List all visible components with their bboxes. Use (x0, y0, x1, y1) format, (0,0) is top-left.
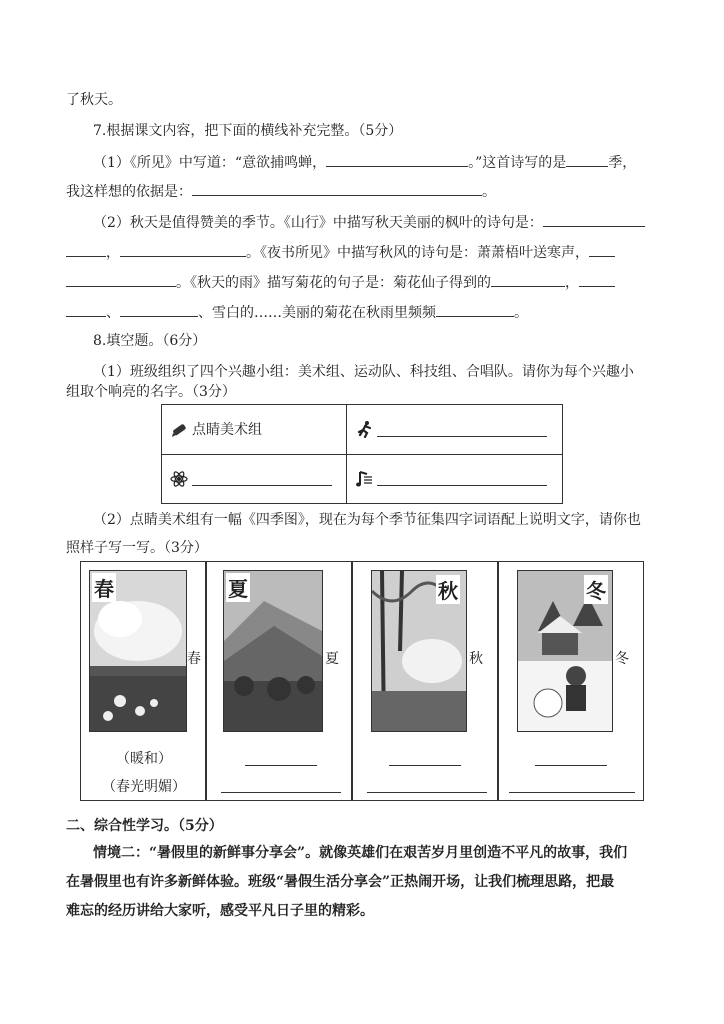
question-7: 7.根据课文内容，把下面的横线补充完整。（5分） (93, 123, 403, 139)
answer-blank[interactable] (566, 152, 608, 167)
group-cell-sports (346, 405, 562, 455)
autumn-picture (371, 570, 467, 732)
answer-blank[interactable] (245, 765, 317, 766)
example-caption-2: （春光明媚） (102, 779, 186, 795)
season-char: 秋 (436, 575, 460, 604)
art-group-name: 点睛美术组 (192, 422, 262, 439)
example-caption-1: （暖和） (116, 751, 172, 767)
answer-blank[interactable] (543, 212, 645, 227)
answer-blank[interactable] (120, 302, 198, 317)
answer-blank[interactable] (436, 302, 514, 317)
answer-blank[interactable] (66, 242, 106, 257)
spring-picture (89, 570, 187, 732)
q7-part2-line2: ， 。《夜书所见》中描写秋风的诗句是：萧萧梧叶送寒声， (66, 242, 615, 263)
answer-blank[interactable] (579, 272, 615, 287)
scenario-line-2: 在暑假里也有许多新鲜体验。班级“暑假生活分享会”正热闹开场，让我们梳理思路，把最 (66, 874, 615, 890)
group-cell-choir (346, 454, 562, 504)
answer-blank[interactable] (221, 792, 341, 793)
season-label: 秋 (469, 651, 483, 667)
group-name-blank[interactable] (377, 471, 547, 486)
section-2-heading: 二、综合性学习。（5分） (66, 818, 223, 834)
q8-part2-line1: （2）点睛美术组有一幅《四季图》，现在为每个季节征集四字词语配上说明文字，请你也 (93, 512, 641, 528)
group-cell-art (162, 405, 347, 455)
answer-blank[interactable] (326, 152, 468, 167)
season-label: 冬 (615, 651, 629, 667)
question-8: 8.填空题。（6分） (93, 333, 207, 349)
pencil-icon (170, 421, 188, 439)
season-panel-summer (206, 561, 352, 801)
q7-part2-line4: 、 、雪白的……美丽的菊花在秋雨里频频 。 (66, 302, 528, 323)
winter-picture (517, 570, 613, 732)
q8-part1-line2: 组取个响亮的名字。（3分） (66, 384, 236, 400)
answer-blank[interactable] (367, 792, 487, 793)
group-name-blank[interactable] (377, 422, 547, 437)
interest-groups-table (161, 404, 563, 504)
answer-blank[interactable] (509, 792, 635, 793)
answer-blank[interactable] (120, 242, 246, 257)
scenario-line-1: 情境二：“暑假里的新鲜事分享会”。就像英雄们在艰苦岁月里创造不平凡的故事，我们 (93, 845, 628, 861)
season-label: 夏 (325, 651, 339, 667)
answer-blank[interactable] (491, 272, 565, 287)
scenario-line-3: 难忘的经历讲给大家听，感受平凡日子里的精彩。 (66, 903, 374, 919)
summer-picture (223, 570, 323, 732)
q7-part2-line3: 。《秋天的雨》描写菊花的句子是：菊花仙子得到的 ， (66, 272, 615, 293)
answer-blank[interactable] (589, 242, 615, 257)
answer-blank[interactable] (192, 181, 482, 196)
q7-part2-line1: （2）秋天是值得赞美的季节。《山行》中描写秋天美丽的枫叶的诗句是： (93, 212, 645, 233)
answer-blank[interactable] (535, 765, 607, 766)
music-icon (355, 470, 373, 488)
group-name-blank[interactable] (192, 471, 332, 486)
answer-blank[interactable] (66, 302, 106, 317)
season-panel-autumn (352, 561, 498, 801)
q7-part1-line2: 我这样想的依据是： 。 (66, 181, 496, 202)
q8-part1-line1: （1）班级组织了四个兴趣小组：美术组、运动队、科技组、合唱队。请你为每个兴趣小 (93, 364, 634, 380)
runner-icon (355, 420, 373, 438)
season-char: 夏 (226, 573, 250, 602)
season-label: 春 (187, 651, 201, 667)
season-panel-spring (80, 561, 206, 801)
season-panel-winter (498, 561, 644, 801)
atom-icon (170, 470, 188, 488)
season-char: 冬 (584, 575, 608, 604)
answer-blank[interactable] (66, 272, 176, 287)
answer-blank[interactable] (389, 765, 461, 766)
season-char: 春 (92, 573, 116, 602)
group-cell-science (162, 454, 347, 504)
text-line: 了秋天。 (66, 92, 122, 108)
q8-part2-line2: 照样子写一写。（3分） (66, 540, 208, 556)
q7-part1-line1: （1）《所见》中写道：“意欲捕鸣蝉， 。”这首诗写的是 季， (93, 152, 636, 173)
